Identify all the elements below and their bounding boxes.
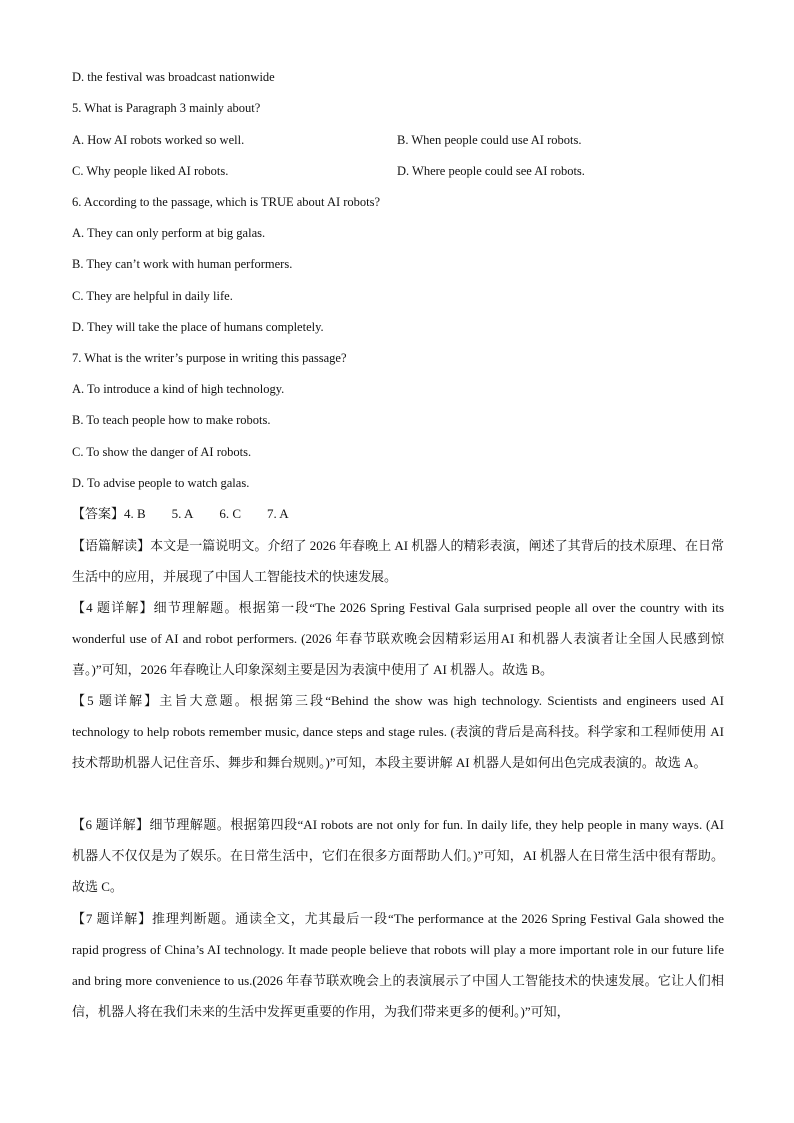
- option-7d: D. To advise people to watch galas.: [72, 476, 250, 490]
- option-5d: D. Where people could see AI robots.: [397, 164, 585, 178]
- answer-6: 6. C: [219, 506, 242, 521]
- option-7a: A. To introduce a kind of high technology.: [72, 382, 285, 396]
- answer-label: 【答案】4. B: [72, 506, 146, 521]
- option-7b: B. To teach people how to make robots.: [72, 413, 271, 427]
- answer-5: 5. A: [171, 506, 194, 521]
- answer-line: [72, 506, 289, 522]
- q5-explanation: 【5 题详解】主旨大意题。根据第三段“Behind the show was high technology. Scientists and engineers used AI technology to help robots remember music, dance steps and stage rules. (表演的背后是高科技。科学家和工程师使用 AI 技术帮助机器人记住音乐、舞步和舞台规则。)”可知，本段主要讲解 AI 机器人是如何出色完成表演的。故选 A。: [72, 693, 724, 770]
- option-7c: C. To show the danger of AI robots.: [72, 445, 252, 459]
- option-5a: A. How AI robots worked so well.: [72, 133, 245, 147]
- option-5b: B. When people could use AI robots.: [397, 133, 582, 147]
- option-6d: D. They will take the place of humans completely.: [72, 320, 324, 334]
- option-6c: C. They are helpful in daily life.: [72, 289, 233, 303]
- option-6a: A. They can only perform at big galas.: [72, 226, 266, 240]
- option-4d: D. the festival was broadcast nationwide: [72, 70, 275, 84]
- question-5: 5. What is Paragraph 3 mainly about?: [72, 101, 261, 115]
- reading-analysis: 【语篇解读】本文是一篇说明文。介绍了 2026 年春晚上 AI 机器人的精彩表演，阐述了其背后的技术原理、在日常生活中的应用，并展现了中国人工智能技术的快速发展。: [72, 538, 724, 584]
- option-6b: B. They can’t work with human performers.: [72, 257, 293, 271]
- q4-explanation: 【4 题详解】细节理解题。根据第一段“The 2026 Spring Festival Gala surprised people all over the country with its wonderful use of AI and robot performers. (2026 年春节联欢晚会因精彩运用AI 和机器人表演者让全国人民感到惊喜。)”可知，2026 年春晚让人印象深刻主要是因为表演中使用了 AI 机器人。故选 B。: [72, 600, 724, 677]
- question-7: 7. What is the writer’s purpose in writing this passage?: [72, 351, 347, 365]
- q6-explanation: 【6 题详解】细节理解题。根据第四段“AI robots are not only for fun. In daily life, they help people in many ways. (AI 机器人不仅仅是为了娱乐。在日常生活中，它们在很多方面帮助人们。)”可知，AI 机器人在日常生活中很有帮助。故选 C。: [72, 817, 724, 894]
- question-6: 6. According to the passage, which is TRUE about AI robots?: [72, 195, 381, 209]
- option-5c: C. Why people liked AI robots.: [72, 164, 229, 178]
- answer-7: 7. A: [267, 506, 289, 521]
- q7-explanation: 【7 题详解】推理判断题。通读全文，尤其最后一段“The performance at the 2026 Spring Festival Gala showed the rapid progress of China’s AI technology. It made people believe that robots will play a more important role in our future life and bring more convenience to us.(2026 年春节联欢晚会上的表演展示了中国人工智能技术的快速发展。它让人们相信，机器人将在我们未来的生活中发挥更重要的作用，为我们带来更多的便利。)”可知，: [72, 911, 724, 1019]
